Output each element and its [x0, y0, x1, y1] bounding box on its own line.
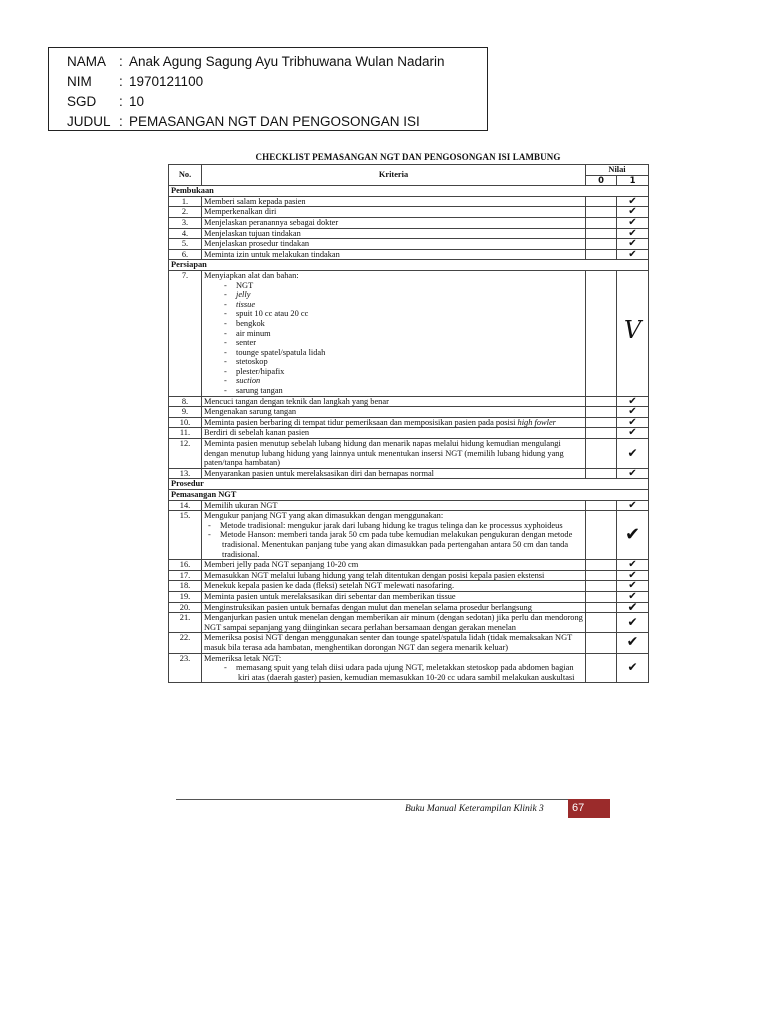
header-score-0: 0 — [586, 175, 617, 186]
identity-nama: NAMA : Anak Agung Sagung Ayu Tribhuwana Wulan Nadarin — [67, 54, 445, 69]
list-item: - tounge spatel/spatula lidah — [238, 348, 583, 358]
table-row: 22. Memeriksa posisi NGT dengan menggunakan senter dan tounge spatel/spatula lidah (tidak memaksakan NGT masuk bila terasa ada hambatan, menghentikan dorongan NGT dan segera menarik keluar) ✔ — [169, 633, 649, 653]
table-row: 3. Menjelaskan peranannya sebagai dokter ✔ — [169, 217, 649, 228]
section-persiapan: Persiapan — [169, 260, 649, 271]
table-row: 17. Memasukkan NGT melalui lubang hidung yang telah ditentukan dengan posisi kepala pasien ekstensi ✔ — [169, 570, 649, 581]
list-item: - plester/hipafix — [238, 367, 583, 377]
section-row — [169, 186, 649, 197]
check-mark: ✔ — [617, 407, 649, 418]
check-mark: ✔ — [617, 633, 649, 653]
header-row — [169, 165, 649, 176]
check-position-list — [204, 663, 583, 682]
check-mark: ✔ — [617, 500, 649, 511]
check-mark: ✔ — [617, 207, 649, 218]
list-item: - bengkok — [238, 319, 583, 329]
identity-judul: JUDUL : PEMASANGAN NGT DAN PENGOSONGAN ISI — [67, 114, 420, 129]
check-mark: ✔ — [617, 560, 649, 571]
table-row: 5. Menjelaskan prosedur tindakan ✔ — [169, 239, 649, 250]
list-item: - Metode Hanson: memberi tanda jarak 50 cm pada tube kemudian melakukan pengukuran dengan metode tradisional. Menentukan panjang tube yang akan dimasukkan pada pertengahan antara 50 cm dan tanda tradisional. — [222, 530, 583, 559]
table-row: 9. Mengenakan sarung tangan ✔ — [169, 407, 649, 418]
check-mark: ✔ — [617, 602, 649, 613]
check-mark: ✔ — [617, 417, 649, 428]
section-row — [169, 490, 649, 501]
header-no: No. — [169, 165, 202, 186]
handwritten-check: V — [623, 316, 642, 344]
list-item: - suction — [238, 376, 583, 386]
section-row — [169, 479, 649, 490]
check-mark: ✔ — [617, 249, 649, 260]
section-pemasangan: Pemasangan NGT — [169, 490, 649, 501]
identity-box — [48, 47, 488, 131]
check-mark: ✔ — [617, 439, 649, 469]
check-mark: ✔ — [617, 428, 649, 439]
list-item: - senter — [238, 338, 583, 348]
list-item: - sarung tangan — [238, 386, 583, 396]
list-item: - NGT — [238, 281, 583, 291]
footer-book-title: Buku Manual Keterampilan Klinik 3 — [405, 804, 544, 814]
table-row: 23. Memeriksa letak NGT: - memasang spuit yang telah diisi udara pada ujung NGT, meletakkan stetoskop pada abdomen bagian kiri atas (daerah gaster) pasien, kemudian memasukkan 10-20 cc udara sambil melakukan auskultasi ✔ — [169, 653, 649, 683]
table-row: 6. Meminta izin untuk melakukan tindakan ✔ — [169, 249, 649, 260]
section-pembukaan: Pembukaan — [169, 186, 649, 197]
list-item: - jelly — [238, 290, 583, 300]
checklist-title: CHECKLIST PEMASANGAN NGT DAN PENGOSONGAN ISI LAMBUNG — [255, 152, 561, 162]
check-mark: ✔ — [617, 239, 649, 250]
equipment-list — [204, 281, 583, 396]
checklist-table — [168, 164, 649, 683]
table-row: 8. Mencuci tangan dengan teknik dan langkah yang benar ✔ — [169, 396, 649, 407]
table-row: 16. Memberi jelly pada NGT sepanjang 10-20 cm ✔ — [169, 560, 649, 571]
table-row: 19. Meminta pasien untuk merelaksasikan diri sebentar dan memberikan tissue ✔ — [169, 591, 649, 602]
table-row: 18. Menekuk kepala pasien ke dada (fleksi) setelah NGT melewati nasofaring. ✔ — [169, 581, 649, 592]
table-row: 12. Meminta pasien menutup sebelah lubang hidung dan menarik napas melalui hidung kemudian mengulangi dengan menutup lubang hidung yang lainnya untuk menentukan insersi NGT (memilih lubang hidung yang paten/tanpa hambatan) ✔ — [169, 439, 649, 469]
check-mark: ✔ — [617, 468, 649, 479]
list-item: - tissue — [238, 300, 583, 310]
identity-nim: NIM : 1970121100 — [67, 74, 204, 89]
section-prosedur: Prosedur — [169, 479, 649, 490]
table-row: 1. Memberi salam kepada pasien ✔ — [169, 196, 649, 207]
table-row: 13. Menyarankan pasien untuk merelaksasikan diri dan bernapas normal ✔ — [169, 468, 649, 479]
table-row: 4. Menjelaskan tujuan tindakan ✔ — [169, 228, 649, 239]
table-row: 20. Menginstruksikan pasien untuk bernafas dengan mulut dan menelan selama prosedur berlangsung ✔ — [169, 602, 649, 613]
list-item: - stetoskop — [238, 357, 583, 367]
header-kriteria: Kriteria — [202, 165, 586, 186]
table-row: 10. Meminta pasien berbaring di tempat tidur pemeriksaan dan memposisikan pasien pada posisi high fowler ✔ — [169, 417, 649, 428]
check-mark: ✔ — [617, 396, 649, 407]
check-mark: ✔ — [617, 653, 649, 683]
table-row: 2. Memperkenalkan diri ✔ — [169, 207, 649, 218]
check-mark: ✔ — [617, 591, 649, 602]
page-number: 67 — [568, 799, 610, 818]
list-item: - Metode tradisional: mengukur jarak dari lubang hidung ke tragus telinga dan ke processus xyphoideus — [222, 521, 583, 531]
list-item: - memasang spuit yang telah diisi udara pada ujung NGT, meletakkan stetoskop pada abdomen bagian kiri atas (daerah gaster) pasien, kemudian memasukkan 10-20 cc udara sambil melakukan auskultasi — [238, 663, 583, 682]
header-nilai: Nilai — [586, 165, 649, 176]
table-row: 15. Mengukur panjang NGT yang akan dimasukkan dengan menggunakan: - Metode tradisional: mengukur jarak dari lubang hidung ke tragus telinga dan ke processus xyphoideus - Metode Hanson: memberi tanda jarak 50 cm pada tube kemudian melakukan pengukuran dengan metode tradisional. Menentukan panjang tube yang akan dimasukkan pada pertengahan antara 50 cm dan tanda tradisional. ✔ — [169, 511, 649, 560]
table-row: 21. Menganjurkan pasien untuk menelan dengan memberikan air minum (dengan sedotan) jika perlu dan mendorong NGT sampai sepanjang yang diinginkan secara perlahan bersamaan dengan gerakan menelan ✔ — [169, 613, 649, 633]
check-mark: ✔ — [617, 196, 649, 207]
section-row — [169, 260, 649, 271]
check-mark: ✔ — [617, 511, 649, 560]
check-mark: ✔ — [617, 613, 649, 633]
header-score-1: 1 — [617, 175, 649, 186]
footer-rule — [176, 799, 610, 818]
identity-sgd: SGD : 10 — [67, 94, 145, 109]
table-row: 7. Menyiapkan alat dan bahan: - NGT - jelly - tissue - spuit 10 cc atau 20 cc - bengkok - air minum - senter - tounge spatel/spatula lidah - stetoskop - plester/hipafix - suction - sarung tangan V — [169, 270, 649, 396]
check-mark: ✔ — [617, 581, 649, 592]
check-mark: ✔ — [617, 570, 649, 581]
table-row: 11. Berdiri di sebelah kanan pasien ✔ — [169, 428, 649, 439]
method-list — [204, 521, 583, 559]
list-item: - spuit 10 cc atau 20 cc — [238, 309, 583, 319]
check-mark: ✔ — [617, 217, 649, 228]
check-mark: ✔ — [617, 228, 649, 239]
table-row: 14. Memilih ukuran NGT ✔ — [169, 500, 649, 511]
list-item: - air minum — [238, 329, 583, 339]
